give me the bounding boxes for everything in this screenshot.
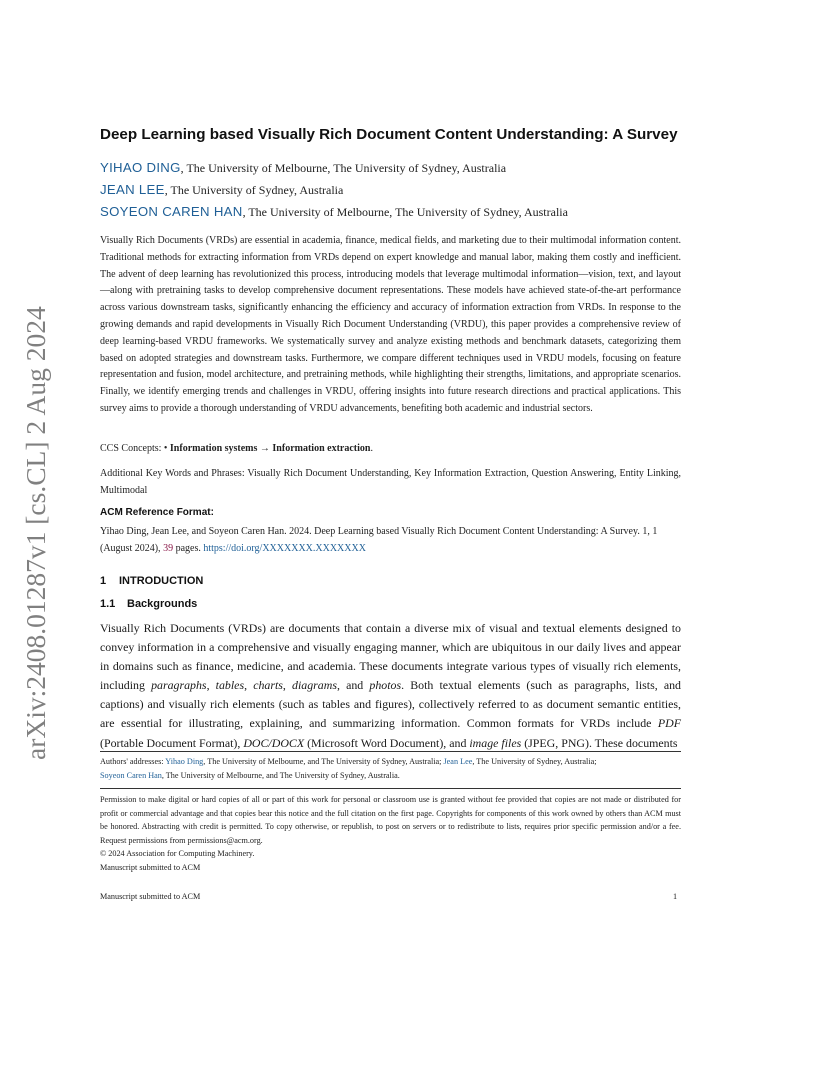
author-name[interactable]: SOYEON CAREN HAN [100, 204, 243, 219]
permission-divider [100, 788, 681, 789]
emph-text: paragraphs [151, 678, 207, 693]
footnote-text: , The University of Melbourne, and The University of Sydney, Australia. [161, 770, 400, 780]
arxiv-stamp-text: arXiv:2408.01287v1 [cs.CL] 2 Aug 2024 [20, 306, 51, 760]
pages-suffix: pages. [173, 542, 204, 554]
subsection-title: Backgrounds [127, 598, 198, 610]
author-line [100, 160, 506, 176]
body-text: , [244, 678, 254, 693]
abstract: Visually Rich Documents (VRDs) are essential in academia, finance, medical fields, and marketing due to their multimodal information content. Traditional methods for extracting information from VRDs depend on expert knowledge and manual labor, making them costly and inefficient. The advent of deep learning has revolutionized this process, introducing models that leverage multimodal information—vision, text, and layout—along with pretraining tasks to develop comprehensive document representations. These models have achieved state-of-the-art performance across various downstream tasks, significantly enhancing the efficiency and accuracy of information extraction from VRDs. In response to the growing demands and rapid developments in Visually Rich Document Understanding (VRDU), this paper provides a comprehensive review of deep learning-based VRDU frameworks. We systematically survey and analyze existing methods and benchmark datasets, categorizing them based on adopted strategies and downstream tasks. Furthermore, we compare different techniques used in VRDU models, focusing on feature representation and fusion, model architecture, and pretraining methods, while highlighting their strengths, limitations, and appropriate scenarios. Finally, we identify emerging trends and challenges in VRDU, offering insights into future research directions and practical applications. This survey aims to provide a thorough understanding of VRDU advancements, benefiting both academic and industrial sectors. [100, 235, 681, 414]
page-number: 1 [673, 892, 678, 901]
body-text: (Microsoft Word Document), and [304, 735, 470, 750]
emph-text: tables [215, 678, 245, 693]
ccs-suffix: . [370, 443, 373, 454]
doi-link[interactable]: https://doi.org/XXXXXXX.XXXXXXX [203, 542, 366, 554]
subsection-heading [100, 598, 197, 610]
running-footer: Manuscript submitted to ACM [100, 892, 201, 901]
permission-notice [100, 793, 681, 875]
subsection-number: 1.1 [100, 598, 116, 610]
body-text: , and [336, 678, 370, 693]
ccs-concept: Information systems [169, 443, 258, 454]
author-name[interactable]: JEAN LEE [100, 182, 165, 197]
body-paragraph [100, 619, 681, 753]
pages-link[interactable]: 39 [163, 542, 174, 554]
permission-text: Permission to make digital or hard copies of all or part of this work for personal or classroom use is granted without fee provided that copies are not made or distributed for profit or commercial advantage and that copies bear this notice and the full citation on the first page. Copyrights for components of this work owned by others than ACM must be honored. Abstracting with credit is permitted. To copy otherwise, or republish, to post on servers or to redistribute to lists, requires prior specific permission and/or a fee. Request permissions from permissions@acm.org. [100, 795, 681, 845]
body-text: Visually Rich Documents (VRDs) are documents that contain a diverse mix of visual and textual elements designed to convey information in a comprehensive and visually engaging manner, which are ubiquitous in our daily lives and appear in domains such as finance, medicine, and academia. These documents integrate various types of visually rich elements, including [100, 621, 681, 693]
acm-reference [100, 524, 681, 558]
emph-text: diagrams [292, 678, 337, 693]
footnote-prefix: Authors' addresses: [100, 757, 166, 766]
section-title: INTRODUCTION [119, 575, 204, 587]
ccs-prefix: CCS Concepts: • [100, 443, 170, 454]
authors-addresses [100, 755, 681, 782]
manuscript-note: Manuscript submitted to ACM [100, 862, 201, 872]
footnote-divider [100, 751, 681, 752]
section-number: 1 [100, 575, 107, 587]
section-heading [100, 575, 203, 587]
emph-text: photos [369, 678, 402, 693]
author-name[interactable]: YIHAO DING [100, 160, 181, 175]
acm-reference-heading: ACM Reference Format: [100, 507, 214, 518]
body-text: . Both textual elements (such as paragraphs, lists, and captions) and visually rich elements (such as tables and figures), collectively referred to as document semantic entities, are essential for illustrating, explaining, and summarizing information. Common formats for VRDs include [100, 678, 681, 731]
emph-text: image files [469, 735, 522, 750]
emph-text: charts [253, 678, 283, 693]
footnote-text: , The University of Melbourne, and The University of Sydney, Australia; [203, 757, 444, 766]
arxiv-stamp [16, 290, 56, 760]
author-affiliation: , The University of Sydney, Australia [164, 183, 344, 197]
author-link[interactable]: Jean Lee [443, 757, 473, 766]
author-line [100, 182, 343, 198]
ccs-arrow: → [257, 443, 273, 454]
ccs-subconcept: Information extraction [272, 443, 371, 454]
author-link[interactable]: Yihao Ding [165, 757, 204, 766]
acm-reference-text: Yihao Ding, Jean Lee, and Soyeon Caren Han. 2024. Deep Learning based Visually Rich Document Content Understanding: A Survey. 1, 1 (August 2024), [100, 526, 658, 554]
emph-text: DOC/DOCX [243, 735, 305, 750]
keywords: Additional Key Words and Phrases: Visually Rich Document Understanding, Key Information Extraction, Question Answering, Entity Linking, Multimodal [100, 468, 681, 496]
emph-text: PDF [657, 716, 681, 731]
author-link[interactable]: Soyeon Caren Han [100, 770, 162, 780]
author-affiliation: , The University of Melbourne, The University of Sydney, Australia [242, 205, 568, 219]
footnote-text: , The University of Sydney, Australia; [472, 757, 597, 766]
copyright-text: © 2024 Association for Computing Machinery. [100, 849, 255, 859]
author-line [100, 204, 568, 220]
body-text: (JPEG, PNG). These documents [521, 735, 678, 750]
author-affiliation: , The University of Melbourne, The University of Sydney, Australia [180, 161, 507, 175]
body-text: , [282, 678, 293, 693]
paper-title: Deep Learning based Visually Rich Document Content Understanding: A Survey [100, 126, 678, 143]
ccs-concepts [100, 443, 373, 454]
body-text: (Portable Document Format), [100, 735, 244, 750]
body-text: , [206, 678, 216, 693]
